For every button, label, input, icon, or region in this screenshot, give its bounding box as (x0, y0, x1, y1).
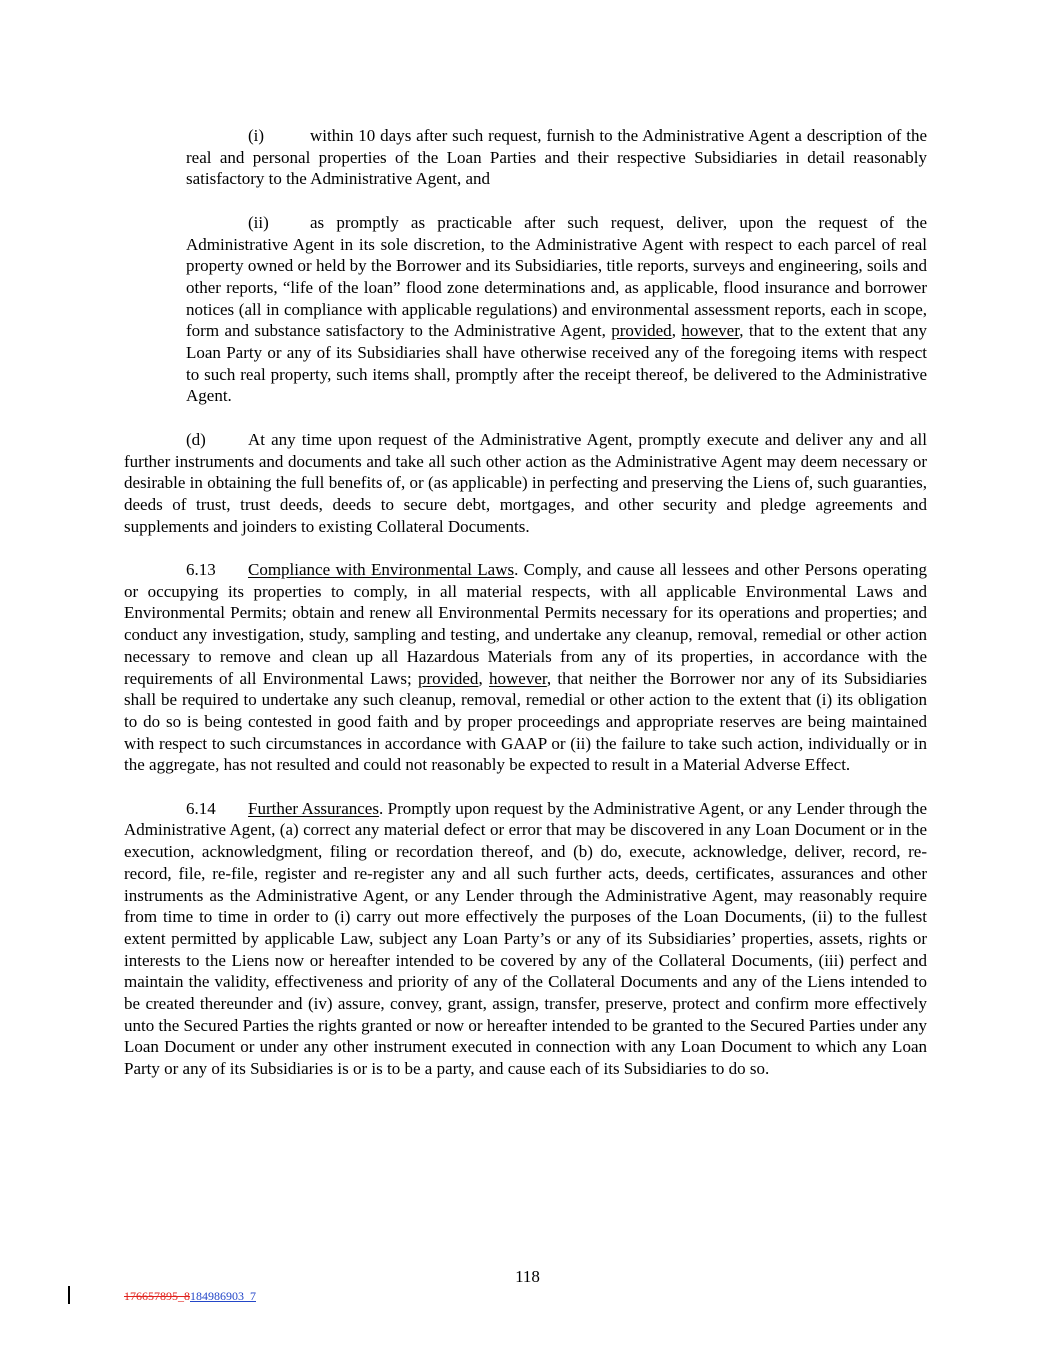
section-heading: Further Assurances (248, 798, 379, 818)
section-number: 6.13 (186, 560, 216, 580)
clause-c-ii: (ii) as promptly as practicable after such request, deliver, upon the request of the Administrative Agent in its sole discretion, to the Administrative Agent with respect to each parcel of real property owned or held by the Borrower and its Subsidiaries, title reports, surveys and engineering, soils and other reports, “life of the loan” flood zone determinations and, as applicable, flood insurance and borrower notices (all in compliance with applicable regulations) and environmental assessment reports, each in scope, form and substance satisfactory to the Administrative Agent, provided, however, that to the extent that any Loan Party or any of its Subsidiaries shall have otherwise received any of the foregoing items with respect to such real property, such items shall, promptly after the receipt thereof, be delivered to the Administrative Agent. (186, 212, 928, 406)
section-heading: Compliance with Environmental Laws (248, 560, 515, 580)
clause-text: within 10 days after such request, furnish to the Administrative Agent a description of the real and personal properties of the Loan Parties and their respective Subsidiaries in detail reasonably satisfactory to the Administrative Agent, and (186, 126, 927, 189)
section-6-13: 6.13 Compliance with Environmental Laws. Comply, and cause all lessees and other Persons operating or occupying its properties to comply, in all material respects, with all applicable Environmental Laws and Environmental Permits; obtain and renew all Environmental Permits necessary for its operations and properties; and conduct any investigation, study, sampling and testing, and undertake any cleanup, removal, remedial or other action necessary to remove and clean up all Hazardous Materials from any of its properties, in accordance with the requirements of all Environmental Laws; provided, however, that neither the Borrower nor any of its Subsidiaries shall be required to undertake any such cleanup, removal, remedial or other action to the extent that (i) its obligation to do so is being contested in good faith and by proper proceedings and appropriate reserves are being maintained with respect to such circumstances in accordance with GAAP or (ii) the failure to take such action, individually or in the aggregate, has not resulted and could not reasonably be expected to result in a Material Adverse Effect. (124, 560, 928, 775)
section-text: , that neither the Borrower nor any of its Subsidiaries shall be required to undertake any such cleanup, removal, remedial or other action to the extent that (i) its obligation to do so is being contested in good faith and by proper proceedings and appropriate reserves are being maintained with respect to such circumstances in accordance with GAAP or (ii) the failure to take such action, individually or in the aggregate, has not resulted and could not reasonably be expected to result in a Material Adverse Effect. (124, 668, 927, 775)
clause-number: (i) (248, 126, 265, 145)
clause-c-i (186, 125, 927, 190)
docid-inserted: 184986903_7 (190, 1289, 256, 1303)
clause-number: (ii) (248, 212, 269, 232)
section-text: . Comply, and cause all lessees and other Persons operating or occupying its properties to comply, in all material respects, with all applicable Environmental Laws and Environmental Permits; obtain and renew all Environmental Permits necessary for its operations and properties; and conduct any investigation, study, sampling and testing, and undertake any cleanup, removal, remedial or other action necessary to remove and clean up all Hazardous Materials from any of its properties, in accordance with the requirements of all Environmental Laws; (124, 560, 928, 688)
docid-deleted: 176657895_8 (124, 1289, 190, 1303)
section-number: 6.14 (186, 798, 216, 818)
clause-text: , that to the extent that any Loan Party or any of its Subsidiaries shall have otherwise received any of the foregoing items with respect to such real property, such items shall, promptly after the receipt thereof, be delivered to the Administrative Agent. (186, 321, 928, 406)
provided-term: provided (418, 668, 479, 688)
clause-text: as promptly as practicable after such request, deliver, upon the request of the Administrative Agent in its sole discretion, to the Administrative Agent with respect to each parcel of real property owned or held by the Borrower and its Subsidiaries, title reports, surveys and engineering, soils and other reports, “life of the loan” flood zone determinations and, as applicable, flood insurance and borrower notices (all in compliance with applicable regulations) and environmental assessment reports, each in scope, form and substance satisfactory to the Administrative Agent, (186, 212, 927, 341)
however-term: however (681, 321, 740, 341)
however-term: however (489, 668, 547, 688)
section-6-14 (124, 798, 927, 1080)
change-bar (68, 1286, 70, 1304)
document-id (124, 1289, 256, 1304)
clause-text: At any time upon request of the Administrative Agent, promptly execute and deliver any and all further instruments and documents and take all such other action as the Administrative Agent may deem necessary or desirable in obtaining the full benefits of, or (as applicable) in perfecting and preserving the Liens of, such guaranties, deeds of trust, trust deeds, deeds to secure debt, mortgages, and other security and pledge agreements and supplements and joinders to existing Collateral Documents. (124, 429, 927, 536)
section-text: . Promptly upon request by the Administrative Agent, or any Lender through the Administrative Agent, (a) correct any material defect or error that may be discovered in any Loan Document or in the execution, acknowledgment, filing or recordation thereof, and (b) do, execute, acknowledge, deliver, record, re-record, file, re-file, register and re-register any and all such further acts, deeds, certificates, assurances and other instruments as the Administrative Agent, or any Lender through the Administrative Agent, may reasonably require from time to time in order to (i) carry out more effectively the purposes of the Loan Documents, (ii) to the fullest extent permitted by applicable Law, subject any Loan Party’s or any of its Subsidiaries’ properties, assets, rights or interests to the Liens now or hereafter intended to be covered by any of the Collateral Documents, (iii) perfect and maintain the validity, effectiveness and priority of any of the Collateral Documents and any of the Liens intended to be created thereunder and (iv) assure, convey, grant, assign, transfer, preserve, protect and confirm more effectively unto the Secured Parties the rights granted or now or hereafter intended to be granted to the Secured Parties under any Loan Document or under any other instrument executed in connection with any Loan Document to which any Loan Party or any of its Subsidiaries is or is to be a party, and cause each of its Subsidiaries to do so. (124, 798, 927, 1079)
provided-term: provided (611, 321, 672, 341)
clause-d (124, 429, 927, 538)
clause-number: (d) (186, 429, 206, 449)
page-number: 118 (515, 1267, 540, 1286)
document-body (124, 125, 927, 1080)
